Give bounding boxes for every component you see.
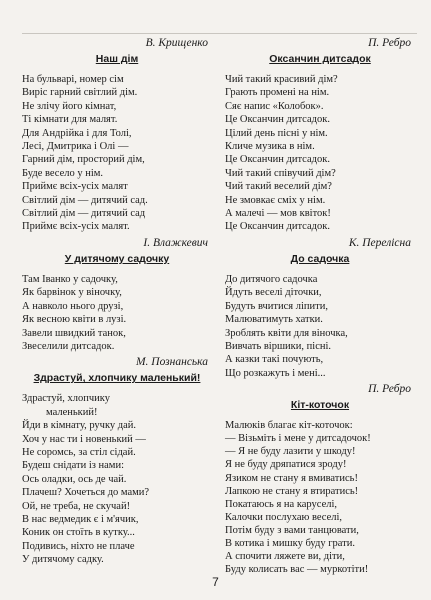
poem-line: Приймє всіх-усіх малят [22, 181, 128, 193]
poem-line: Сяє напис «Колобок». [225, 100, 324, 112]
poem-lines [22, 73, 212, 234]
poem-line: Для Андрійка і для Толі, [22, 127, 132, 139]
poem-line: Чий такий красивий дім? [225, 74, 338, 85]
poem-lines [22, 392, 212, 566]
poem-line: Будеш снідати із нами: [22, 460, 124, 472]
poem-line: маленький! [46, 406, 98, 418]
poem-lines [225, 73, 415, 234]
poem-line: Йди в кімнату, ручку дай. [22, 420, 137, 432]
poem-line: Це Оксанчин дитсадок. [225, 114, 330, 126]
poem-line: Світлий дім — дитячий сад [22, 208, 146, 220]
poem [22, 36, 212, 234]
left-column [22, 36, 212, 569]
poem-line: Завели швидкий танок, [22, 327, 126, 339]
poem-line: Грають промені на нім. [225, 87, 330, 99]
poem [225, 236, 415, 380]
poem-line: А казки такі почують, [225, 354, 324, 366]
poem-title: Здрастуй, хлопчику маленький! [33, 372, 201, 385]
poem-line: Виріс гарний світлий дім. [22, 87, 138, 99]
poem-line: Звеселили дитсадок. [22, 340, 115, 352]
poem-line: Здрастуй, хлопчику [22, 393, 110, 405]
poem-title: Кіт-коточок [290, 399, 350, 412]
poem-line: Лесі, Дмитрика і Олі — [22, 141, 129, 153]
page-number: 7 [212, 575, 219, 589]
poem-title: У дитячому садочку [64, 252, 170, 265]
poem-line: Як барвінок у віночку, [22, 287, 122, 299]
poem-lines [225, 273, 415, 380]
poem-line: Буду колисать вас — муркотіти! [225, 564, 369, 576]
poem-line: Там Іванко у садочку, [22, 273, 118, 285]
poem-line: Язиком не стану я вмиватись! [225, 472, 358, 484]
poem [225, 36, 415, 234]
poem-line: Подивись, ніхто не плаче [22, 540, 135, 552]
poem-line: Це Оксанчин дитсадок. [225, 154, 330, 166]
poem-lines [22, 273, 212, 353]
poem-line: Коник он стоїть в кутку... [22, 527, 135, 539]
top-rule [22, 33, 417, 34]
poem-line: Лапкою не стану я втиратись! [225, 485, 359, 497]
poem-line: Калочки послухаю веселі, [225, 511, 343, 523]
poem-line: Чий такий веселий дім? [225, 181, 332, 193]
poem-line: В котика і мишку буду грати. [225, 537, 355, 549]
poem-line: Ті кімнати для малят. [22, 114, 118, 126]
poem-line: В нас ведмедик є і м'ячик, [22, 513, 139, 525]
poem-title: До садочка [290, 252, 350, 265]
poem-line: Світлий дім — дитячий сад. [22, 194, 148, 206]
poem-line: — Я не буду лазити у шкоду! [225, 446, 356, 458]
poem-author: П. Ребро [368, 383, 411, 396]
poem-line: Не злічу його кімнат, [22, 100, 117, 112]
poem-lines [225, 419, 415, 576]
poem-line: Ой, не треба, не скучай! [22, 500, 131, 512]
poem-line: Плачеш? Хочеться до мами? [22, 487, 150, 499]
poem-line: Це Оксанчин дитсадок. [225, 221, 330, 233]
poem-line: А спочити ляжете ви, діти, [225, 551, 345, 563]
poem-line: У дитячому садку. [22, 554, 104, 566]
poem-title: Оксанчин дитсадок [269, 53, 371, 65]
poem-line: А малечі — мов квіток! [225, 208, 331, 220]
poem-title: Наш дім [95, 53, 139, 65]
poem-line: Потім буду з вами танцювати, [225, 524, 359, 536]
poem [22, 236, 212, 353]
poem-author: К. Перелісна [348, 236, 411, 249]
poem [22, 355, 212, 566]
poem-line: Чий такий співучий дім? [225, 167, 336, 179]
poem-line: Цілий день пісні у нім. [225, 127, 328, 139]
poem-line: Не змовкає сміх у нім. [225, 194, 326, 206]
poem-line: Що розкажуть і мені... [225, 367, 326, 379]
poem-author: В. Крищенко [145, 37, 208, 49]
poem-line: Як весною квіти в лузі. [22, 314, 127, 326]
poem-line: Вивчать віршики, пісні. [225, 340, 332, 352]
poem-line: На бульварі, номер сім [22, 74, 124, 85]
poem-author: І. Влажкевич [143, 236, 208, 249]
poem-author: М. Познанська [135, 356, 208, 369]
poem-line: — Візьміть і мене у дитсадочок! [225, 433, 371, 445]
poem-line: Малюватимуть хатки. [225, 314, 323, 326]
poem-line: Йдуть веселі діточки, [225, 287, 322, 299]
poem [225, 382, 415, 576]
poem-line: Ось оладки, ось де чай. [22, 473, 127, 485]
right-column [225, 36, 415, 578]
poem-line: Приймє всіх-усіх малят. [22, 221, 130, 233]
poem-line: Я не буду дряпатися зроду! [225, 459, 347, 471]
poem-author: П. Ребро [368, 37, 411, 49]
poem-line: Кличе музика в нім. [225, 141, 315, 153]
poem-line: Хоч у нас ти і новенький — [22, 433, 146, 445]
poem-line: Гарний дім, просторий дім, [22, 154, 145, 166]
poem-line: А навколо нього друзі, [22, 300, 124, 312]
poem-line: Зроблять квіти для віночка, [225, 327, 348, 339]
poem-line: Будуть вчитися ліпити, [225, 300, 328, 312]
poem-line: Покатаюсь я на каруселі, [225, 498, 338, 510]
poem-line: Не соромсь, за стіл сідай. [22, 446, 136, 458]
poem-line: Буде весело у нім. [22, 167, 104, 179]
poem-line: Малюків благає кіт-коточок: [225, 420, 353, 432]
poem-line: До дитячого садочка [225, 273, 318, 285]
